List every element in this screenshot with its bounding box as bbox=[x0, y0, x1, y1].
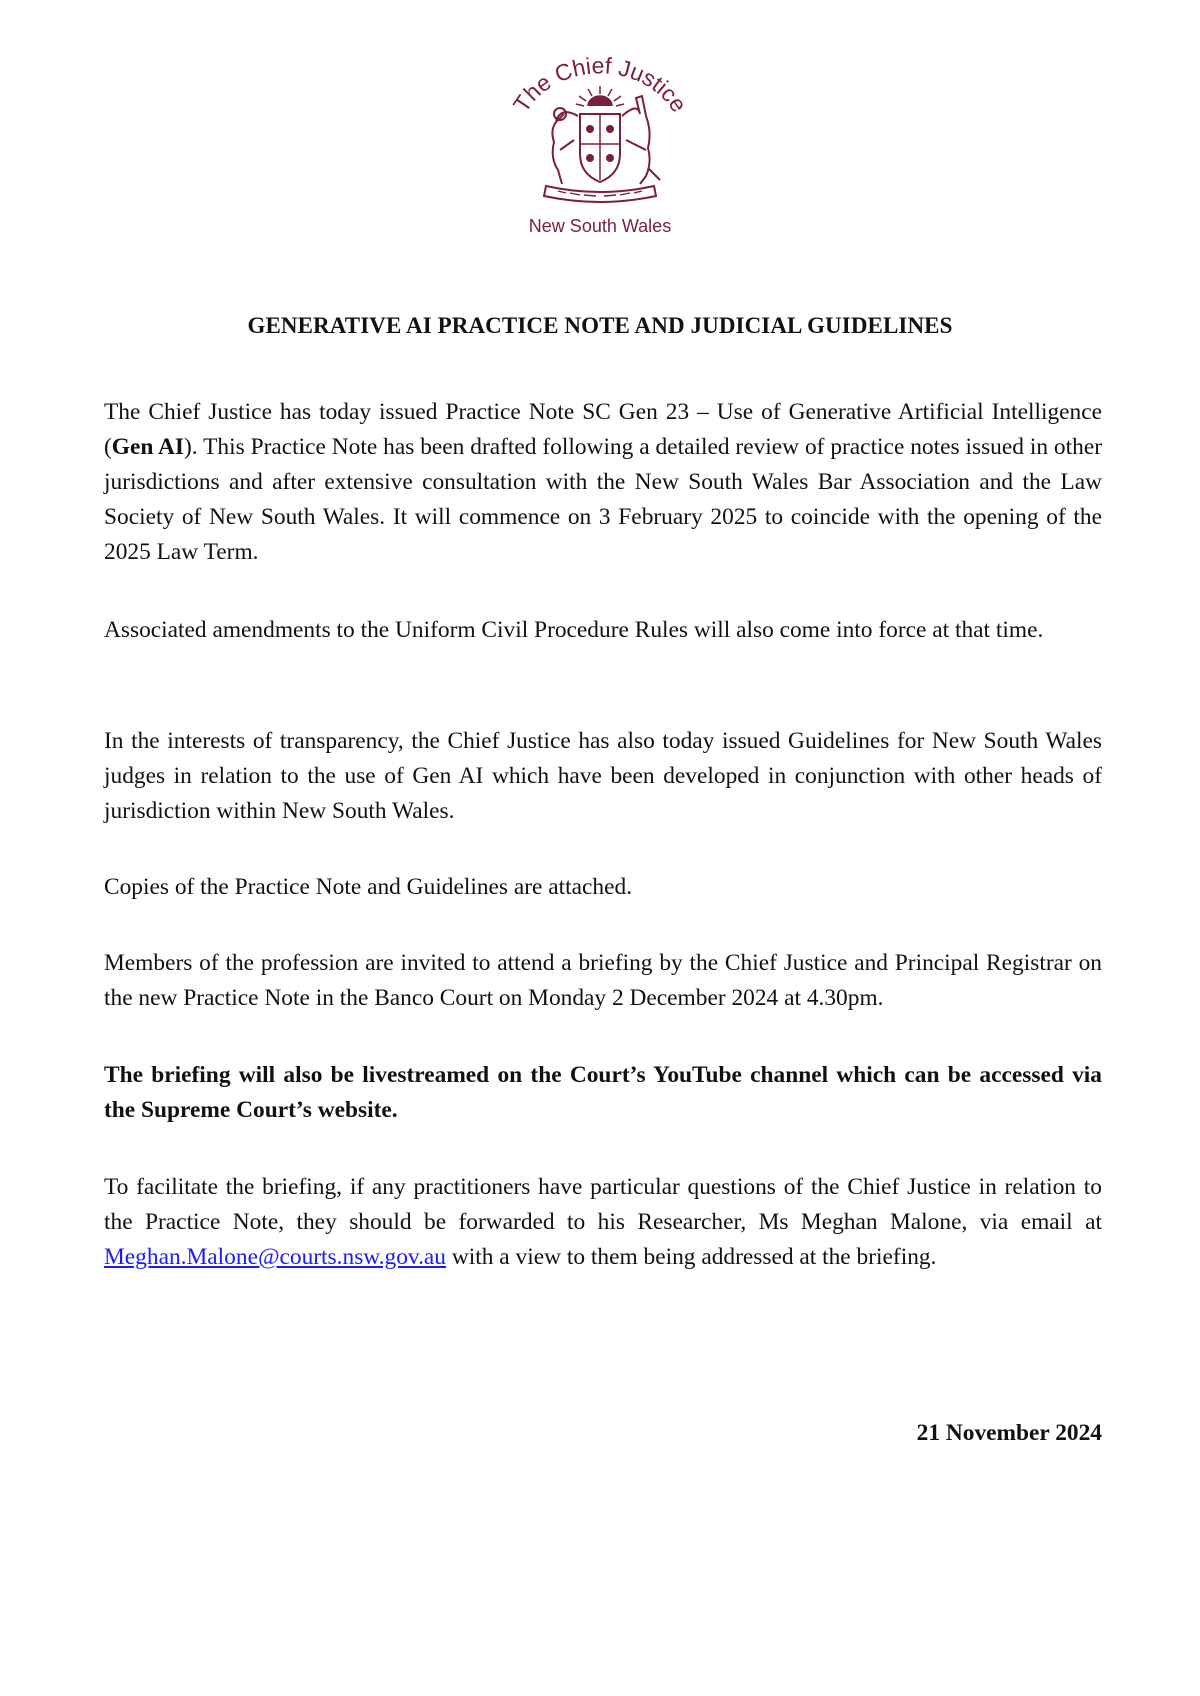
seal-arc-text: The Chief Justice bbox=[507, 52, 693, 117]
p1-text-before: The Chief Justice has today issued Practice Note SC Gen 23 – Use of Generative Artificial Intelligence ( bbox=[104, 399, 1102, 460]
p1-bold-term: Gen AI bbox=[111, 434, 184, 460]
paragraph-transparency: In the interests of transparency, the Chief Justice has also today issued Guidelines for New South Wales judges in relation to the use of Gen AI which have been developed in conjunction with other heads of jurisdiction within New South Wales. bbox=[104, 728, 1102, 824]
paragraph-practice-note bbox=[104, 395, 1102, 570]
paragraph-questions bbox=[104, 1170, 1102, 1275]
document-date: 21 November 2024 bbox=[916, 1420, 1102, 1446]
researcher-email-link[interactable]: Meghan.Malone@courts.nsw.gov.au bbox=[104, 1244, 447, 1270]
paragraph-copies: Copies of the Practice Note and Guidelines are attached. bbox=[104, 874, 633, 900]
p7-text-after: with a view to them being addressed at the briefing. bbox=[446, 1244, 937, 1270]
paragraph-amendments: Associated amendments to the Uniform Civil Procedure Rules will also come into force at that time. bbox=[104, 617, 1044, 643]
seal-region-text: New South Wales bbox=[528, 216, 672, 236]
p7-text-before: To facilitate the briefing, if any practitioners have particular questions of the Chief Justice in relation to the Practice Note, they should be forwarded to his Researcher, Ms Meghan Malone, via email at bbox=[104, 1174, 1102, 1235]
coat-of-arms-icon bbox=[500, 50, 700, 250]
paragraph-livestream: The briefing will also be livestreamed on the Court’s YouTube channel which can be accessed via the Supreme Court’s website. bbox=[104, 1062, 1102, 1123]
p1-text-after: ). This Practice Note has been drafted following a detailed review of practice notes issued in other jurisdictions and after extensive consultation with the New South Wales Bar Association and the Law Society of New South Wales. It will commence on 3 February 2025 to coincide with the opening of the 2025 Law Term. bbox=[104, 434, 1102, 565]
chief-justice-seal bbox=[500, 50, 700, 250]
paragraph-briefing: Members of the profession are invited to attend a briefing by the Chief Justice and Principal Registrar on the new Practice Note in the Banco Court on Monday 2 December 2024 at 4.30pm. bbox=[104, 950, 1102, 1011]
document-title: GENERATIVE AI PRACTICE NOTE AND JUDICIAL GUIDELINES bbox=[247, 313, 953, 338]
